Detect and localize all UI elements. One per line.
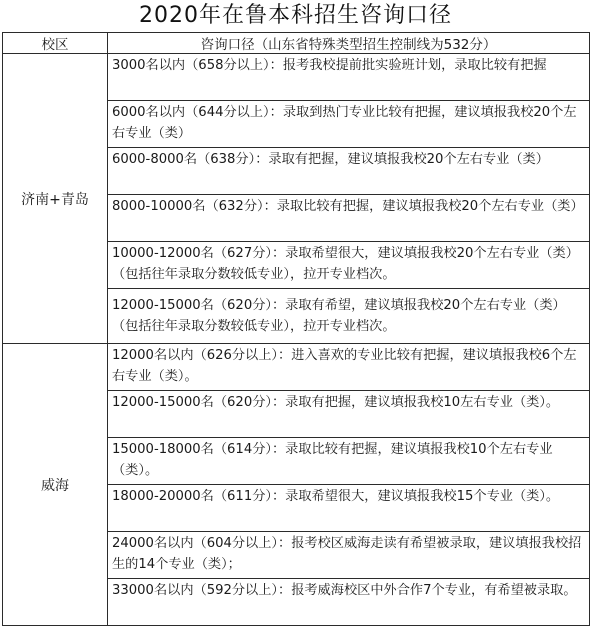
policy-cell: 8000-10000名（632分）：录取比较有把握，建议填报我校20个左右专业（类） bbox=[108, 195, 590, 242]
policy-cell: 3000名以内（658分以上）：报考我校提前批实验班计划，录取比较有把握 bbox=[108, 54, 590, 101]
policy-cell: 6000-8000名（638分）：录取有把握，建议填报我校20个左右专业（类） bbox=[108, 148, 590, 195]
header-campus: 校区 bbox=[3, 33, 108, 54]
policy-cell: 10000-12000名（627分）：录取希望很大，建议填报我校20个左右专业（类）（包括往年录取分数较低专业），拉开专业档次。 bbox=[108, 242, 590, 289]
header-info: 咨询口径（山东省特殊类型招生控制线为532分） bbox=[108, 33, 590, 54]
policy-cell: 33000名以内（592分以上）：报考威海校区中外合作7个专业，有希望被录取。 bbox=[108, 579, 590, 626]
admission-table bbox=[2, 32, 590, 626]
campus-weihai: 威海 bbox=[3, 344, 108, 626]
policy-cell: 15000-18000名（614分）：录取比较有把握，建议填报我校10个左右专业（类）。 bbox=[108, 438, 590, 485]
policy-cell: 18000-20000名（611分）：录取希望很大，建议填报我校15个专业（类）。 bbox=[108, 485, 590, 532]
table-header-row bbox=[3, 33, 590, 54]
policy-cell: 12000名以内（626分以上）：进入喜欢的专业比较有把握，建议填报我校6个左右专业（类）。 bbox=[108, 344, 590, 391]
policy-cell: 24000名以内（604分以上）：报考校区威海走读有希望被录取，建议填报我校招生的14个专业（类）； bbox=[108, 532, 590, 579]
page-title: 2020年在鲁本科招生咨询口径 bbox=[139, 3, 452, 28]
campus-jinan-qingdao: 济南+青岛 bbox=[3, 54, 108, 344]
table-row bbox=[3, 54, 590, 101]
policy-cell: 6000名以内（644分以上）：录取到热门专业比较有把握，建议填报我校20个左右专业（类） bbox=[108, 101, 590, 148]
policy-cell: 12000-15000名（620分）：录取有希望，建议填报我校20个左右专业（类）（包括往年录取分数较低专业），拉开专业档次。 bbox=[108, 289, 590, 344]
policy-cell: 12000-15000名（620分）：录取有把握，建议填报我校10左右专业（类）。 bbox=[108, 391, 590, 438]
table-row bbox=[3, 344, 590, 391]
